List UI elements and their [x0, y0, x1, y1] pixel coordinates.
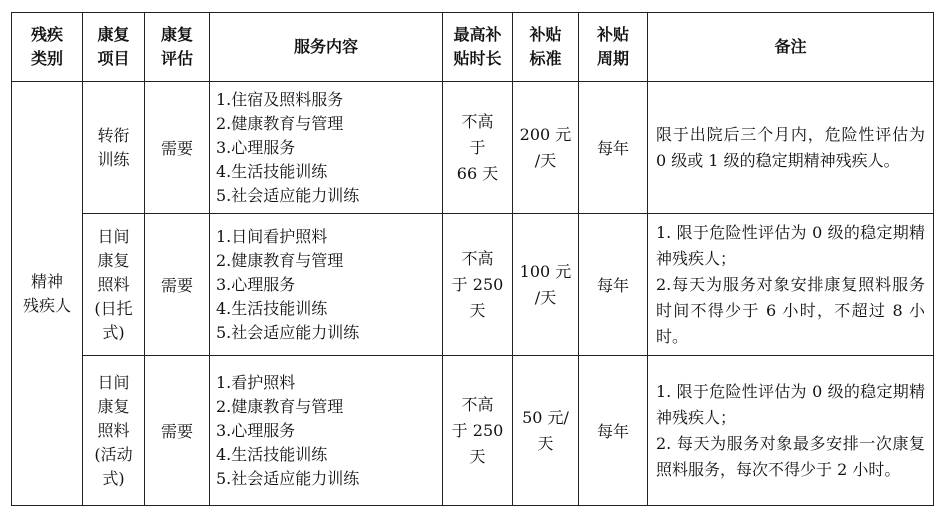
header-category: 残疾 类别	[12, 13, 83, 82]
content-cell: 1.日间看护照料 2.健康教育与管理 3.心理服务 4.生活技能训练 5.社会适应能力训练	[210, 214, 443, 356]
max-duration-cell: 不高 于 66 天	[443, 82, 513, 214]
content-cell: 1.看护照料 2.健康教育与管理 3.心理服务 4.生活技能训练 5.社会适应能力训练	[210, 356, 443, 506]
assessment-cell: 需要	[145, 82, 210, 214]
standard-cell: 200 元 /天	[513, 82, 579, 214]
standard-cell: 100 元 /天	[513, 214, 579, 356]
header-period: 补贴 周期	[579, 13, 648, 82]
period-cell: 每年	[579, 356, 648, 506]
project-cell: 日间 康复 照料 (活动 式)	[83, 356, 145, 506]
subsidy-table	[11, 12, 934, 506]
table-row	[12, 82, 934, 214]
assessment-cell: 需要	[145, 356, 210, 506]
header-content: 服务内容	[210, 13, 443, 82]
remarks-cell: 限于出院后三个月内，危险性评估为 0 级或 1 级的稳定期精神残疾人。	[648, 82, 934, 214]
header-row	[12, 13, 934, 82]
table-row	[12, 356, 934, 506]
content-cell: 1.住宿及照料服务 2.健康教育与管理 3.心理服务 4.生活技能训练 5.社会适应能力训练	[210, 82, 443, 214]
assessment-cell: 需要	[145, 214, 210, 356]
header-standard: 补贴 标准	[513, 13, 579, 82]
period-cell: 每年	[579, 214, 648, 356]
project-cell: 日间 康复 照料 (日托 式)	[83, 214, 145, 356]
table-row	[12, 214, 934, 356]
header-max-duration: 最高补 贴时长	[443, 13, 513, 82]
header-assessment: 康复 评估	[145, 13, 210, 82]
header-project: 康复 项目	[83, 13, 145, 82]
category-cell: 精神 残疾人	[12, 82, 83, 506]
standard-cell: 50 元/ 天	[513, 356, 579, 506]
project-cell: 转衔 训练	[83, 82, 145, 214]
max-duration-cell: 不高 于 250 天	[443, 356, 513, 506]
header-remarks: 备注	[648, 13, 934, 82]
period-cell: 每年	[579, 82, 648, 214]
max-duration-cell: 不高 于 250 天	[443, 214, 513, 356]
remarks-cell: 1. 限于危险性评估为 0 级的稳定期精神残疾人； 2.每天为服务对象安排康复照料服务时间不得少于 6 小时，不超过 8 小时。	[648, 214, 934, 356]
remarks-cell: 1. 限于危险性评估为 0 级的稳定期精神残疾人； 2. 每天为服务对象最多安排一次康复照料服务，每次不得少于 2 小时。	[648, 356, 934, 506]
